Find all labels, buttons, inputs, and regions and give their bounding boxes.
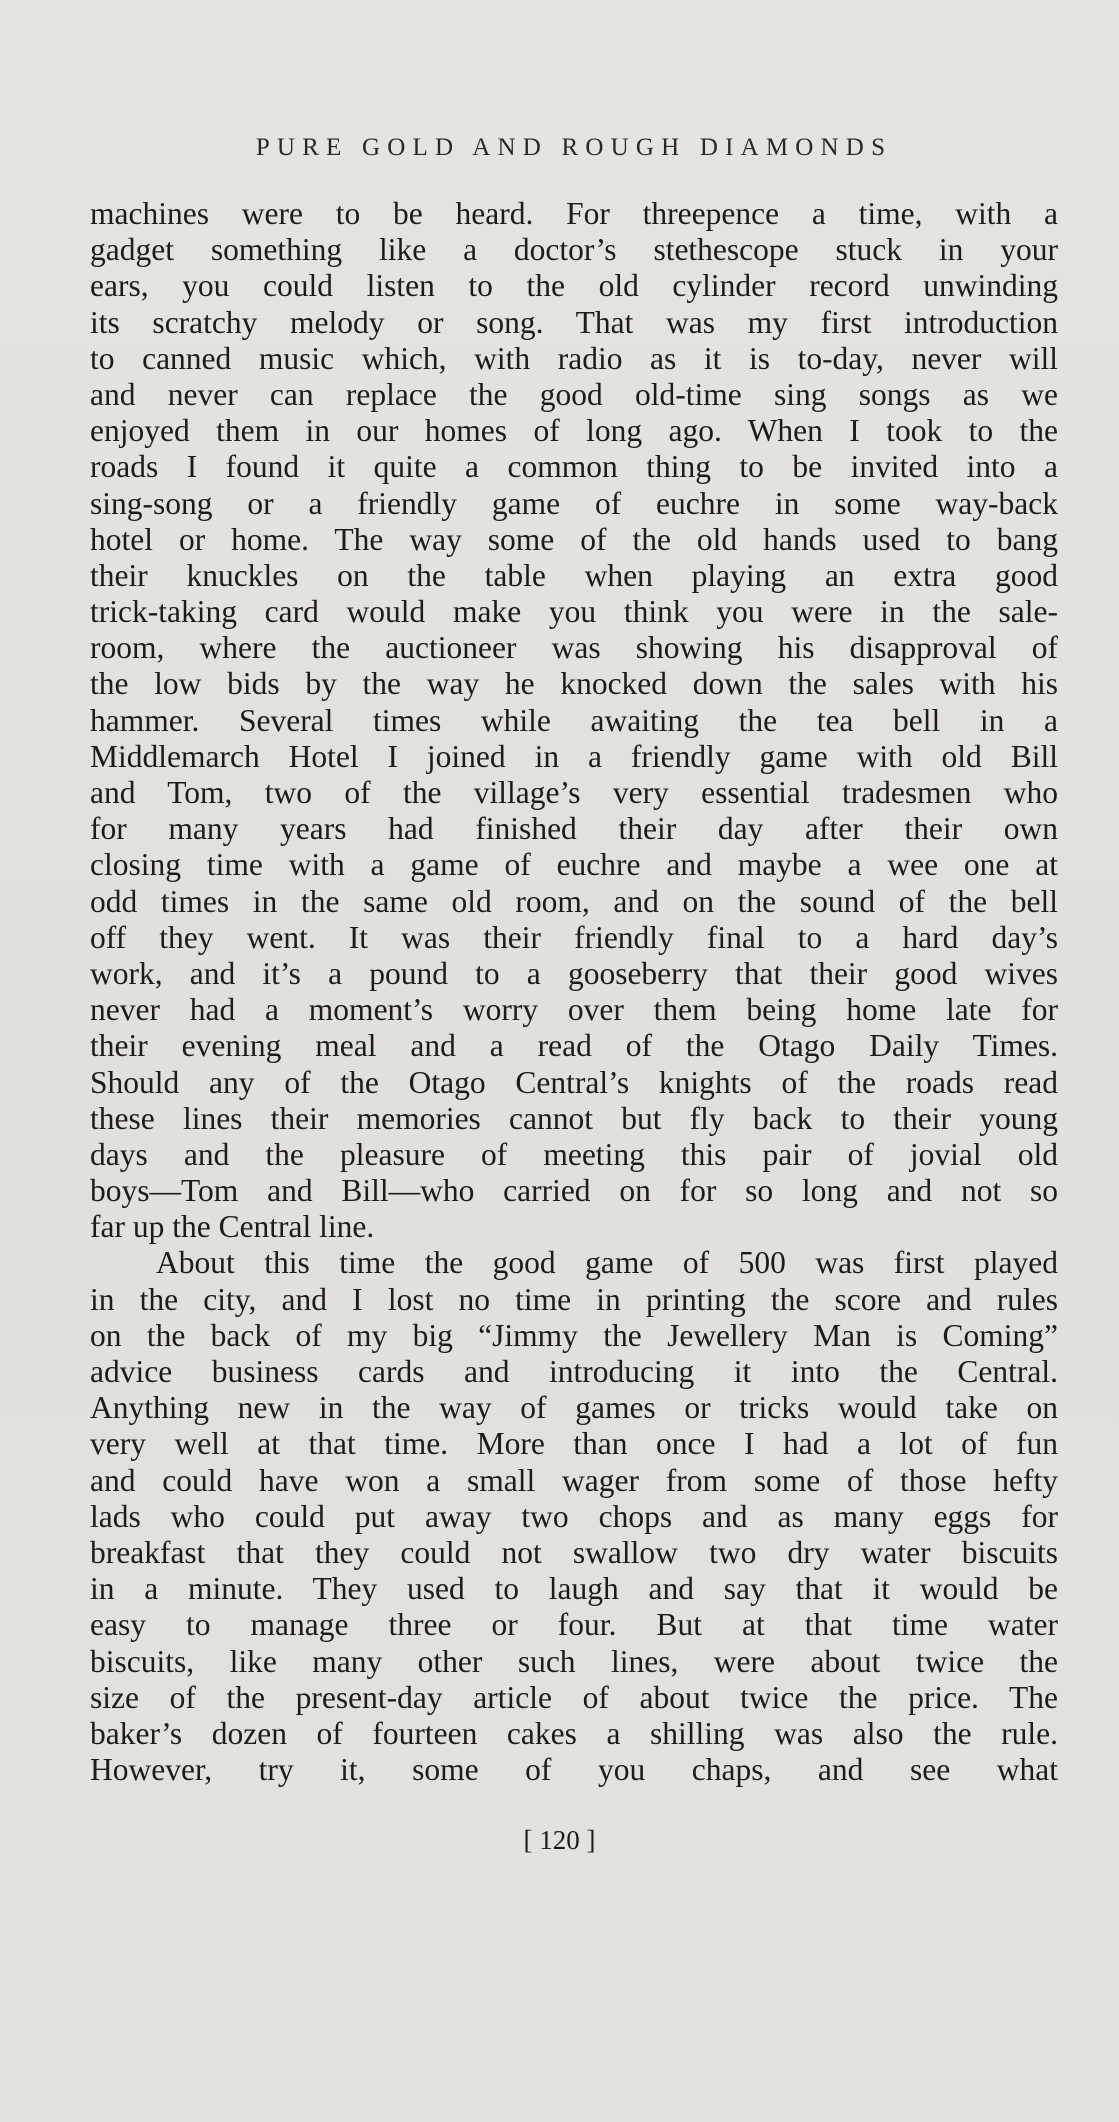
text-line: advice business cards and introducing it into the Central. [90,1354,1058,1389]
text-line: off they went. It was their friendly final to a hard day’s [90,919,1058,955]
text-line: room, where the auctioneer was showing his disapproval of [90,630,1058,666]
text-line: and could have won a small wager from some of those hefty [90,1462,1058,1498]
page-number: [ 120 ] [523,1825,596,1855]
text-line: breakfast that they could not swallow two dry water biscuits [90,1534,1058,1570]
text-line: the low bids by the way he knocked down the sales with his [90,666,1058,702]
text-line: size of the present-day article of about twice the price. The [90,1679,1058,1715]
text-line: gadget something like a doctor’s stethescope stuck in your [90,232,1058,268]
text-line: work, and it’s a pound to a gooseberry that their good wives [90,955,1058,991]
text-line: far up the Central line. [90,1209,375,1245]
body-text [90,196,1058,1788]
text-line: on the back of my big “Jimmy the Jewellery Man is Coming” [90,1317,1058,1353]
text-line: roads I found it quite a common thing to be invited into a [90,449,1058,485]
text-line: to canned music which, with radio as it is to-day, never will [90,340,1058,376]
text-line: these lines their memories cannot but fly back to their young [90,1100,1058,1136]
text-line: hotel or home. The way some of the old hands used to bang [90,521,1058,557]
text-line: days and the pleasure of meeting this pair of jovial old [90,1136,1058,1172]
text-line: lads who could put away two chops and as many eggs for [90,1498,1058,1534]
text-line: About this time the good game of 500 was first played [156,1245,1058,1281]
text-line: Should any of the Otago Central’s knights of the roads read [90,1064,1058,1100]
text-line: easy to manage three or four. But at that time water [90,1607,1058,1643]
text-line: closing time with a game of euchre and maybe a wee one at [90,847,1058,883]
text-line: its scratchy melody or song. That was my first introduction [90,304,1058,340]
text-line: boys—Tom and Bill—who carried on for so long and not so [90,1173,1058,1209]
text-line: in the city, and I lost no time in printing the score and rules [90,1281,1058,1317]
text-line: baker’s dozen of fourteen cakes a shilling was also the rule. [90,1715,1058,1751]
text-line: sing-song or a friendly game of euchre in some way-back [90,485,1058,521]
text-line: very well at that time. More than once I had a lot of fun [90,1426,1058,1462]
text-line: Middlemarch Hotel I joined in a friendly game with old Bill [90,738,1058,774]
text-line: their evening meal and a read of the Otago Daily Times. [90,1028,1058,1064]
text-line: and Tom, two of the village’s very essential tradesmen who [90,775,1058,810]
text-line: hammer. Several times while awaiting the tea bell in a [90,702,1058,738]
text-line: However, try it, some of you chaps, and see what [90,1752,1058,1788]
text-line: Anything new in the way of games or tricks would take on [90,1390,1058,1426]
text-line: never had a moment’s worry over them being home late for [90,992,1058,1028]
text-line: enjoyed them in our homes of long ago. When I took to the [90,413,1058,449]
text-line: machines were to be heard. For threepence a time, with a [90,196,1058,231]
text-line: odd times in the same old room, and on the sound of the bell [90,883,1058,919]
text-line: trick-taking card would make you think you were in the sale- [90,594,1058,630]
text-line: for many years had finished their day after their own [90,811,1058,847]
text-line: their knuckles on the table when playing an extra good [90,557,1058,593]
text-line: biscuits, like many other such lines, were about twice the [90,1643,1058,1679]
text-line: and never can replace the good old-time sing songs as we [90,376,1058,412]
text-line: ears, you could listen to the old cylinder record unwinding [90,268,1058,304]
running-title: PURE GOLD AND ROUGH DIAMONDS [255,134,893,161]
text-line: in a minute. They used to laugh and say that it would be [90,1571,1058,1607]
